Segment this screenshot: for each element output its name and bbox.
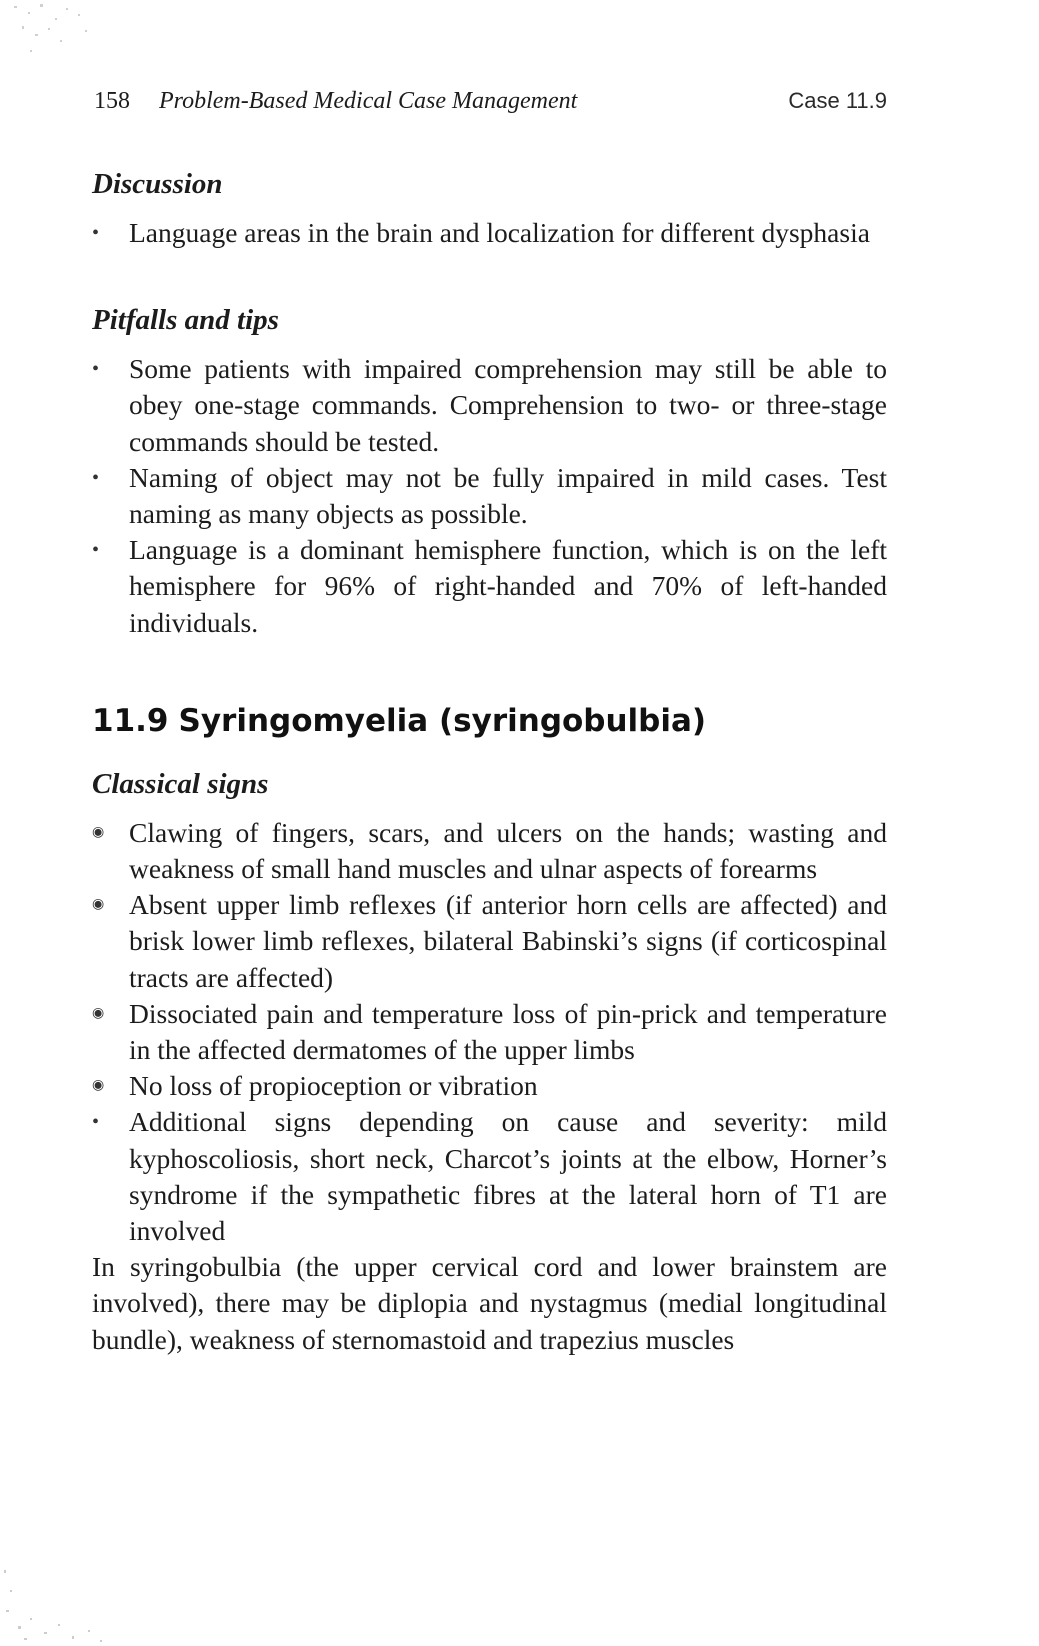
bullet-icon: • [92, 1111, 100, 1134]
case-label: Case 11.9 [788, 88, 887, 113]
pitfalls-heading: Pitfalls and tips [92, 304, 279, 337]
list-item [92, 460, 887, 532]
list-item-text: Naming of object may not be fully impaired in mild cases. Test naming as many objects as possible. [129, 461, 887, 530]
classical-signs-list [92, 815, 887, 1249]
list-item [92, 351, 887, 460]
list-item-text: No loss of propioception or vibration [129, 1070, 538, 1102]
list-item-text: Language is a dominant hemisphere function, which is on the left hemisphere for 96% of right-handed and 70% of left-handed individuals. [129, 534, 887, 638]
bullet-icon: ◉ [92, 824, 105, 840]
list-item-text: Some patients with impaired comprehension may still be able to obey one-stage commands. Comprehension to two- or three-stage commands should be tested. [129, 353, 887, 457]
section-title [92, 701, 887, 741]
bullet-icon: ◉ [92, 1005, 105, 1021]
list-item-text: Clawing of fingers, scars, and ulcers on the hands; wasting and weakness of small hand muscles and ulnar aspects of forearms [129, 816, 887, 885]
list-item [92, 1104, 887, 1249]
running-head [92, 88, 887, 124]
scan-noise-top-left [0, 0, 110, 80]
discussion-list [92, 215, 887, 251]
list-item-text: Language areas in the brain and localization for different dysphasia [129, 217, 870, 248]
list-item-text: Dissociated pain and temperature loss of pin-prick and temperature in the affected dermatomes of the upper limbs [129, 997, 887, 1066]
bullet-icon: • [92, 539, 100, 562]
bullet-icon: • [92, 466, 100, 489]
pitfalls-list [92, 351, 887, 641]
bullet-icon: • [92, 222, 100, 244]
section-number: 11.9 [92, 702, 169, 739]
list-item [92, 532, 887, 641]
list-item-text: Absent upper limb reflexes (if anterior horn cells are affected) and brisk lower limb reflexes, bilateral Babinski’s signs (if corticospinal tracts are affected) [129, 889, 887, 993]
classical-signs-heading: Classical signs [92, 767, 269, 800]
bullet-icon: ◉ [92, 1078, 105, 1094]
bullet-icon: ◉ [92, 897, 105, 913]
bullet-icon: • [92, 358, 100, 381]
page-content [92, 165, 887, 1358]
list-item [92, 887, 887, 996]
list-item [92, 815, 887, 887]
list-item [92, 996, 887, 1068]
syringobulbia-paragraph: In syringobulbia (the upper cervical cord and lower brainstem are involved), there may be diplopia and nystagmus (medial longitudinal bundle), weakness of sternomastoid and trapezius muscles [92, 1251, 887, 1355]
page-number: 158 [94, 88, 130, 114]
discussion-heading: Discussion [92, 168, 223, 200]
list-item [92, 1068, 887, 1104]
section-title-text: Syringomyelia (syringobulbia) [178, 702, 707, 739]
scan-noise-bottom-left [0, 1530, 140, 1646]
list-item [92, 215, 887, 251]
book-title: Problem-Based Medical Case Management [159, 88, 578, 114]
list-item-text: Additional signs depending on cause and severity: mild kyphoscoliosis, short neck, Charcot’s joints at the elbow, Horner’s syndrome if the sympathetic fibres at the lateral horn of T1 are involved [129, 1106, 887, 1247]
